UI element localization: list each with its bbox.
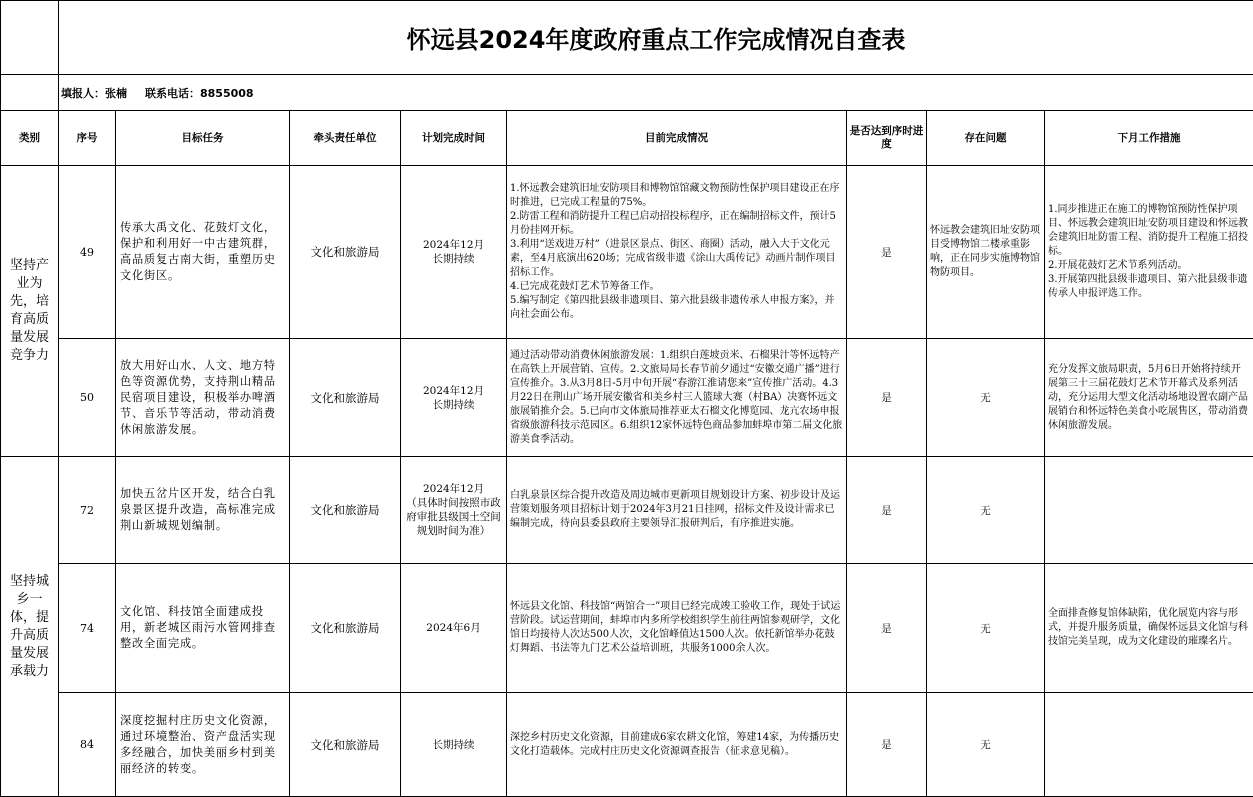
row-issues: 怀远教会建筑旧址安防项目受博物馆二楼承重影响，正在同步实施博物馆物防项目。 (927, 166, 1045, 339)
row-measures (1045, 457, 1253, 564)
row-task: 文化馆、科技馆全面建成投用，新老城区雨污水管网排查整改全面完成。 (116, 564, 290, 693)
row-status: 通过活动带动消费休闲旅游发展：1.组织白莲坡贡米、石榴果汁等怀远特产在高铁上开展营销、宣传。2.文旅局局长春节前夕通过“安徽交通广播”进行宣传推介。3.从3月8日-5月中旬开展“春游江淮请您来”宣传推广活动。4.3月22日在荆山广场开展安徽省和美乡村三人篮球大赛（村BA）决赛怀远文旅展销推介会。5.已向市文体旅局推荐亚太石榴文化博览园、龙亢农场申报省级旅游科技示范园区。6.组织12家怀远特色商品参加蚌埠市第二届文化旅游美食季活动。 (507, 339, 847, 457)
header-reached: 是否达到序时进度 (847, 111, 927, 166)
row-number: 84 (59, 693, 116, 797)
row-measures (1045, 693, 1253, 797)
row-status: 白乳泉景区综合提升改造及周边城市更新项目规划设计方案、初步设计及运营策划服务项目招标计划于2024年3月21日挂网，招标文件及设计需求已编制完成，待向县委县政府主要领导汇报研判后，有序推进实施。 (507, 457, 847, 564)
table-row (1, 457, 1253, 564)
header-number: 序号 (59, 111, 116, 166)
row-unit: 文化和旅游局 (290, 166, 401, 339)
corner-cell (1, 1, 59, 75)
row-task: 深度挖掘村庄历史文化资源，通过环境整治、资产盘活实现多经融合，加快美丽乡村到美丽经济的转变。 (116, 693, 290, 797)
row-measures: 1.同步推进正在施工的博物馆预防性保护项目、怀远教会建筑旧址安防项目建设和怀远教会建筑旧址防雷工程、消防提升工程施工招投标。 2.开展花鼓灯艺术节系列活动。 3.开展第四批县级非遗项目、第六批县级非遗传承人申报评选工作。 (1045, 166, 1253, 339)
table-row (1, 693, 1253, 797)
row-status: 怀远县文化馆、科技馆“两馆合一”项目已经完成竣工验收工作，现处于试运营阶段。试运营期间，蚌埠市内多所学校组织学生前往两馆参观研学，文化馆日均接待人次达500人次，文化馆峰值达1500人次。依托新馆举办花鼓灯舞蹈、书法等九门艺术公益培训班，共服务1000余人次。 (507, 564, 847, 693)
row-number: 49 (59, 166, 116, 339)
row-issues: 无 (927, 457, 1045, 564)
title-row (1, 1, 1253, 75)
row-number: 74 (59, 564, 116, 693)
info-blank-cell (1, 75, 59, 111)
row-reached: 是 (847, 457, 927, 564)
row-issues: 无 (927, 339, 1045, 457)
category-cell: 坚持城乡一体，提升高质量发展承载力 (1, 457, 59, 797)
row-task: 传承大禹文化、花鼓灯文化，保护和利用好一中古建筑群，高品质复古南大街，重塑历史文化街区。 (116, 166, 290, 339)
header-category: 类别 (1, 111, 59, 166)
row-time: 2024年12月 长期持续 (401, 339, 507, 457)
header-measures: 下月工作措施 (1045, 111, 1253, 166)
header-time: 计划完成时间 (401, 111, 507, 166)
table-row (1, 339, 1253, 457)
row-time: 长期持续 (401, 693, 507, 797)
row-time: 2024年12月 （具体时间按照市政府审批县级国土空间规划时间为准） (401, 457, 507, 564)
row-reached: 是 (847, 693, 927, 797)
header-task: 目标任务 (116, 111, 290, 166)
table-row (1, 166, 1253, 339)
row-unit: 文化和旅游局 (290, 457, 401, 564)
header-unit: 牵头责任单位 (290, 111, 401, 166)
row-time: 2024年12月 长期持续 (401, 166, 507, 339)
row-task: 放大用好山水、人文、地方特色等资源优势，支持荆山精品民宿项目建设，积极举办啤酒节、音乐节等活动，带动消费休闲旅游发展。 (116, 339, 290, 457)
contact-phone: 联系电话：8855008 (145, 87, 254, 100)
row-unit: 文化和旅游局 (290, 339, 401, 457)
row-issues: 无 (927, 564, 1045, 693)
row-reached: 是 (847, 564, 927, 693)
table-row (1, 564, 1253, 693)
filler-name: 填报人：张楠 (61, 87, 127, 100)
row-reached: 是 (847, 166, 927, 339)
row-measures: 充分发挥文旅局职责，5月6日开始将持续开展第三十三届花鼓灯艺术节开幕式及系列活动，充分运用大型文化活动场地设置农副产品展销台和怀远特色美食小吃展售区，带动消费休闲旅游发展。 (1045, 339, 1253, 457)
info-row (1, 75, 1253, 111)
row-reached: 是 (847, 339, 927, 457)
row-number: 50 (59, 339, 116, 457)
row-unit: 文化和旅游局 (290, 564, 401, 693)
row-task: 加快五岔片区开发，结合白乳泉景区提升改造，高标准完成荆山新城规划编制。 (116, 457, 290, 564)
row-issues: 无 (927, 693, 1045, 797)
header-issues: 存在问题 (927, 111, 1045, 166)
row-measures: 全面排查修复馆体缺陷，优化展览内容与形式，并提升服务质量，确保怀远县文化馆与科技馆完美呈现，成为文化建设的璀璨名片。 (1045, 564, 1253, 693)
row-number: 72 (59, 457, 116, 564)
header-row (1, 111, 1253, 166)
header-status: 目前完成情况 (507, 111, 847, 166)
category-cell: 坚持产业为先，培育高质量发展竞争力 (1, 166, 59, 457)
contact-info (59, 75, 1253, 111)
row-status: 1.怀远教会建筑旧址安防项目和博物馆馆藏文物预防性保护项目建设正在序时推进，已完成工程量的75%。 2.防雷工程和消防提升工程已启动招投标程序，正在编制招标文件，预计5月份挂网开标。 3.利用“送戏进万村”（进景区景点、街区、商圈）活动，融入大于文化元素，至4月底演出620场；完成省级非遗《涂山大禹传记》动画片制作项目招标工作。 4.已完成花鼓灯艺术节筹备工作。 5.编写制定《第四批县级非遗项目、第六批县级非遗传承人申报方案》，并向社会面公布。 (507, 166, 847, 339)
sheet-title: 怀远县2024年度政府重点工作完成情况自查表 (59, 1, 1253, 75)
row-unit: 文化和旅游局 (290, 693, 401, 797)
row-time: 2024年6月 (401, 564, 507, 693)
row-status: 深挖乡村历史文化资源，目前建成6家农耕文化馆，筹建14家，为传播历史文化打造载体。完成村庄历史文化资源调查报告（征求意见稿）。 (507, 693, 847, 797)
